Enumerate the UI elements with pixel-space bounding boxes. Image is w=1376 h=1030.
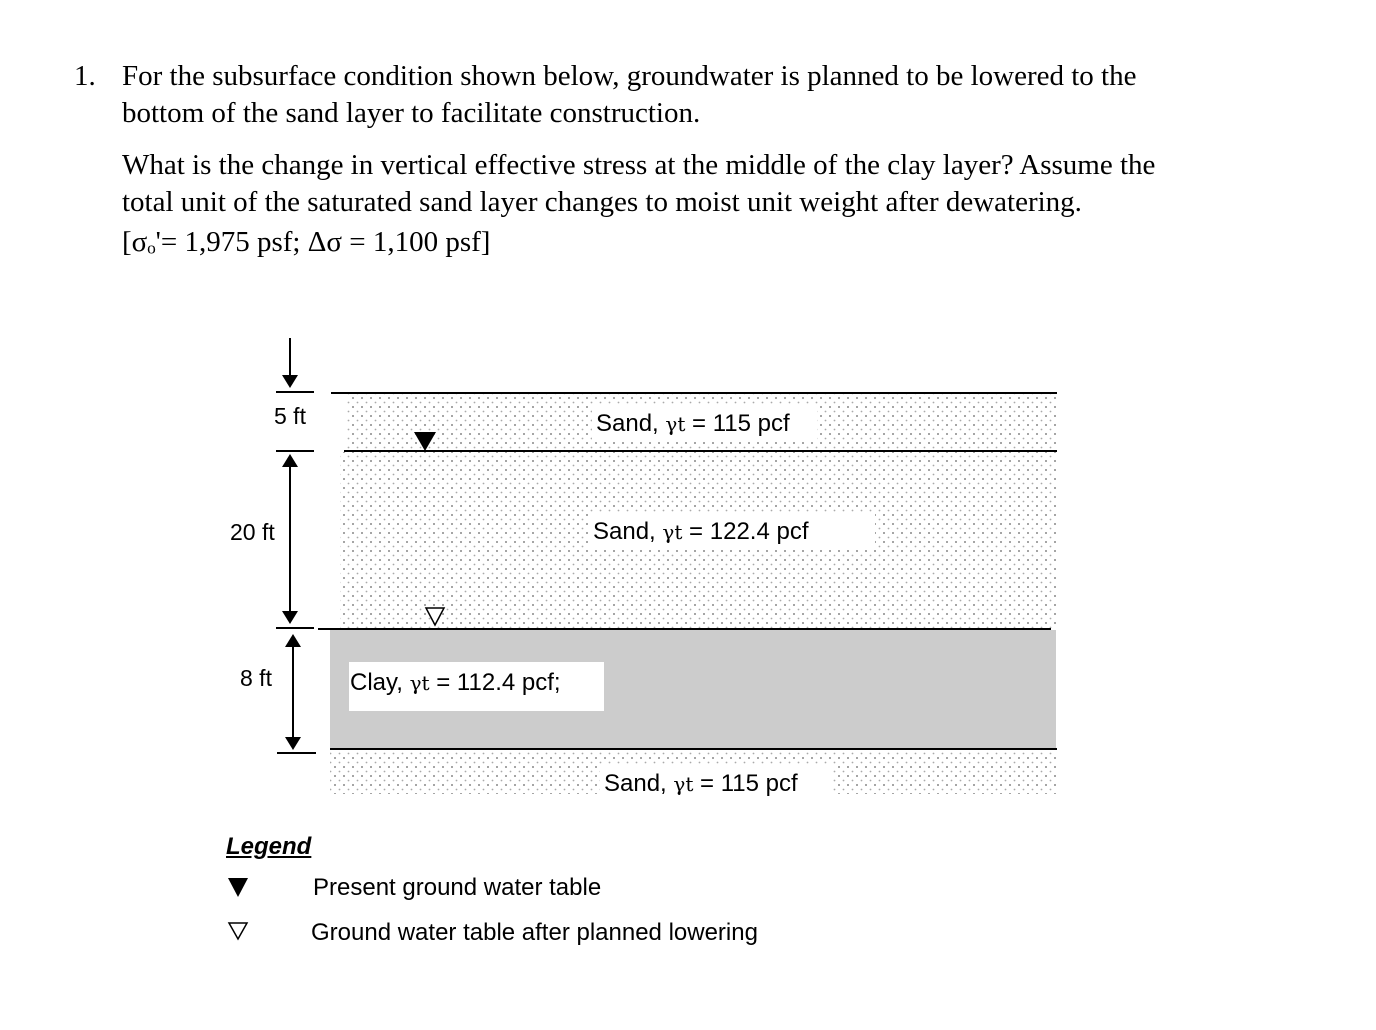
layer-label-clay-value: = 112.4 pcf; <box>429 669 561 696</box>
legend-lowered-water-table-label: Ground water table after planned lowering <box>311 919 758 946</box>
dimension-label-5ft: 5 ft <box>274 403 306 429</box>
question-number: 1. <box>74 60 96 92</box>
layer-label-sand-middle-name: Sand, <box>593 518 663 545</box>
layer-label-sand-middle-value: = 122.4 pcf <box>682 518 809 545</box>
bottom-dimension-arrowhead-up <box>285 634 301 647</box>
answer-hint: [σₒ'= 1,975 psf; Δσ = 1,100 psf] <box>122 226 491 258</box>
top-dimension-arrowhead <box>282 375 298 388</box>
legend-present-water-table-label: Present ground water table <box>313 874 602 901</box>
layer-label-sand-middle-gamma: γt <box>662 520 683 544</box>
layer-label-sand-top-name: Sand, <box>596 410 666 437</box>
question-text-line-1: For the subsurface condition shown below, groundwater is planned to be lowered to the <box>122 60 1137 92</box>
legend-lowered-water-table-icon <box>229 923 247 939</box>
layer-label-sand-middle <box>593 518 809 545</box>
question-text-line-4: total unit of the saturated sand layer changes to moist unit weight after dewatering. <box>122 186 1082 218</box>
legend-present-water-table-icon <box>228 878 248 897</box>
layer-label-sand-top <box>596 410 790 437</box>
question-text-line-3: What is the change in vertical effective stress at the middle of the clay layer? Assume the <box>122 149 1156 181</box>
mid-dimension-arrowhead-down <box>282 611 298 624</box>
layer-label-clay-gamma: γt <box>409 671 430 695</box>
layer-label-clay <box>350 669 561 696</box>
layer-label-clay-name: Clay, <box>350 669 410 696</box>
layer-label-sand-bottom-gamma: γt <box>673 772 694 796</box>
legend-title: Legend <box>226 833 312 860</box>
layer-label-sand-top-gamma: γt <box>665 412 686 436</box>
dimension-label-20ft: 20 ft <box>230 519 275 545</box>
layer-label-sand-bottom-value: = 115 pcf <box>693 770 798 797</box>
mid-dimension-arrowhead-up <box>282 454 298 467</box>
dimension-label-8ft: 8 ft <box>240 665 272 691</box>
layer-label-sand-bottom <box>604 770 798 797</box>
layer-label-sand-bottom-name: Sand, <box>604 770 674 797</box>
question-text-line-2: bottom of the sand layer to facilitate construction. <box>122 97 701 129</box>
bottom-dimension-arrowhead-down <box>285 737 301 750</box>
layer-label-sand-top-value: = 115 pcf <box>685 410 790 437</box>
